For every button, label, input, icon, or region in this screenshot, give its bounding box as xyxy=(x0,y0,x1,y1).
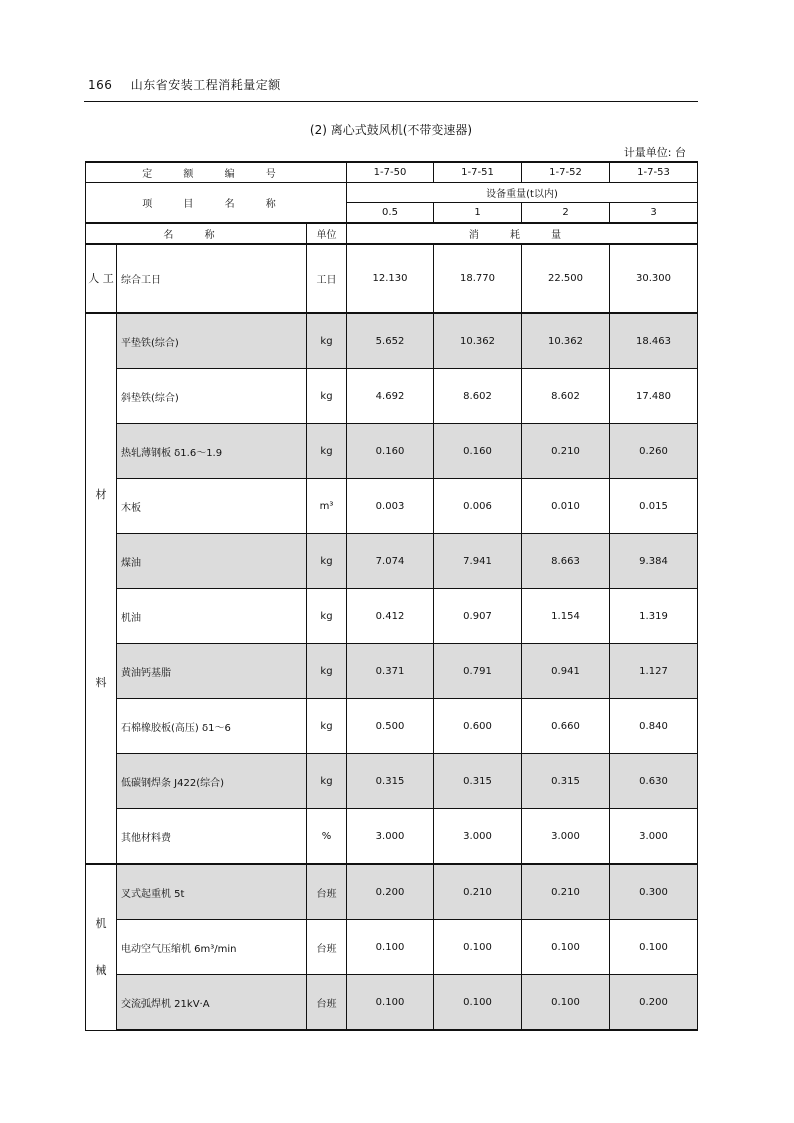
value-cell: 0.412 xyxy=(347,589,434,644)
value-cell: 0.791 xyxy=(434,644,522,699)
resource-unit: kg xyxy=(307,644,347,699)
resource-unit: 工日 xyxy=(307,244,347,313)
table-row xyxy=(86,754,698,809)
header-rule xyxy=(84,101,698,102)
param-value: 2 xyxy=(522,203,610,224)
param-value: 1 xyxy=(434,203,522,224)
value-cell: 0.100 xyxy=(434,975,522,1031)
name-column-label: 名 称 xyxy=(86,223,307,244)
value-cell: 3.000 xyxy=(522,809,610,865)
resource-unit: kg xyxy=(307,589,347,644)
category-material: 材 料 xyxy=(86,313,117,864)
resource-name: 黄油钙基脂 xyxy=(117,644,307,699)
value-cell: 8.663 xyxy=(522,534,610,589)
table-row xyxy=(86,864,698,920)
value-cell: 0.371 xyxy=(347,644,434,699)
value-cell: 0.260 xyxy=(610,424,698,479)
resource-unit: 台班 xyxy=(307,864,347,920)
value-cell: 0.941 xyxy=(522,644,610,699)
quota-code-row xyxy=(86,162,698,183)
table-row xyxy=(86,244,698,313)
value-cell: 0.015 xyxy=(610,479,698,534)
resource-name: 其他材料费 xyxy=(117,809,307,865)
value-cell: 18.463 xyxy=(610,313,698,369)
value-cell: 0.300 xyxy=(610,864,698,920)
resource-unit: kg xyxy=(307,369,347,424)
resource-name: 电动空气压缩机 6m³/min xyxy=(117,920,307,975)
resource-name: 石棉橡胶板(高压) δ1～6 xyxy=(117,699,307,754)
table-row xyxy=(86,644,698,699)
param-value: 3 xyxy=(610,203,698,224)
value-cell: 1.127 xyxy=(610,644,698,699)
page-number: 166 xyxy=(88,78,113,92)
resource-name: 低碳钢焊条 J422(综合) xyxy=(117,754,307,809)
value-cell: 0.100 xyxy=(434,920,522,975)
value-cell: 0.100 xyxy=(347,975,434,1031)
consumption-label: 消 耗 量 xyxy=(347,223,698,244)
unit-note: 计量单位: 台 xyxy=(623,146,686,159)
value-cell: 0.100 xyxy=(347,920,434,975)
value-cell: 0.210 xyxy=(522,424,610,479)
table-row xyxy=(86,534,698,589)
value-cell: 17.480 xyxy=(610,369,698,424)
category-machine: 机 械 xyxy=(86,864,117,1030)
column-header-row xyxy=(86,223,698,244)
value-cell: 3.000 xyxy=(434,809,522,865)
param-value: 0.5 xyxy=(347,203,434,224)
value-cell: 0.907 xyxy=(434,589,522,644)
table-row xyxy=(86,975,698,1031)
param-label: 设备重量(t以内) xyxy=(347,183,698,203)
value-cell: 0.210 xyxy=(434,864,522,920)
value-cell: 30.300 xyxy=(610,244,698,313)
value-cell: 9.384 xyxy=(610,534,698,589)
resource-unit: 台班 xyxy=(307,920,347,975)
value-cell: 0.003 xyxy=(347,479,434,534)
value-cell: 0.200 xyxy=(347,864,434,920)
resource-unit: m³ xyxy=(307,479,347,534)
value-cell: 10.362 xyxy=(434,313,522,369)
value-cell: 18.770 xyxy=(434,244,522,313)
param-header-row xyxy=(86,183,698,203)
resource-name: 叉式起重机 5t xyxy=(117,864,307,920)
value-cell: 0.010 xyxy=(522,479,610,534)
value-cell: 3.000 xyxy=(347,809,434,865)
resource-unit: kg xyxy=(307,534,347,589)
table-row xyxy=(86,369,698,424)
resource-unit: % xyxy=(307,809,347,865)
quota-code: 1-7-53 xyxy=(610,162,698,183)
value-cell: 0.160 xyxy=(434,424,522,479)
table-row xyxy=(86,920,698,975)
resource-unit: kg xyxy=(307,699,347,754)
value-cell: 0.840 xyxy=(610,699,698,754)
value-cell: 1.154 xyxy=(522,589,610,644)
resource-unit: 台班 xyxy=(307,975,347,1031)
value-cell: 8.602 xyxy=(434,369,522,424)
value-cell: 7.074 xyxy=(347,534,434,589)
value-cell: 10.362 xyxy=(522,313,610,369)
value-cell: 0.315 xyxy=(434,754,522,809)
value-cell: 0.500 xyxy=(347,699,434,754)
value-cell: 0.210 xyxy=(522,864,610,920)
value-cell: 0.660 xyxy=(522,699,610,754)
resource-name: 综合工日 xyxy=(117,244,307,313)
value-cell: 0.100 xyxy=(522,920,610,975)
value-cell: 0.160 xyxy=(347,424,434,479)
quota-code: 1-7-50 xyxy=(347,162,434,183)
quota-code-label: 定 额 编 号 xyxy=(86,162,347,183)
value-cell: 7.941 xyxy=(434,534,522,589)
value-cell: 3.000 xyxy=(610,809,698,865)
resource-unit: kg xyxy=(307,424,347,479)
quota-code: 1-7-51 xyxy=(434,162,522,183)
value-cell: 22.500 xyxy=(522,244,610,313)
value-cell: 12.130 xyxy=(347,244,434,313)
category-labor: 人 工 xyxy=(86,244,117,313)
value-cell: 0.315 xyxy=(522,754,610,809)
page-header xyxy=(88,76,698,93)
resource-name: 机油 xyxy=(117,589,307,644)
resource-name: 斜垫铁(综合) xyxy=(117,369,307,424)
resource-name: 热轧薄钢板 δ1.6～1.9 xyxy=(117,424,307,479)
unit-column-label: 单位 xyxy=(307,223,347,244)
value-cell: 5.652 xyxy=(347,313,434,369)
value-cell: 8.602 xyxy=(522,369,610,424)
book-title: 山东省安装工程消耗量定额 xyxy=(130,78,281,92)
quota-code: 1-7-52 xyxy=(522,162,610,183)
value-cell: 0.600 xyxy=(434,699,522,754)
value-cell: 0.006 xyxy=(434,479,522,534)
value-cell: 1.319 xyxy=(610,589,698,644)
value-cell: 0.100 xyxy=(610,920,698,975)
resource-name: 木板 xyxy=(117,479,307,534)
table-row xyxy=(86,699,698,754)
section-title: (2) 离心式鼓风机(不带变速器) xyxy=(309,123,473,137)
table-row xyxy=(86,809,698,865)
value-cell: 0.100 xyxy=(522,975,610,1031)
table-row xyxy=(86,424,698,479)
quota-table xyxy=(85,161,698,1031)
value-cell: 4.692 xyxy=(347,369,434,424)
table-row xyxy=(86,479,698,534)
resource-name: 平垫铁(综合) xyxy=(117,313,307,369)
table-row xyxy=(86,589,698,644)
value-cell: 0.630 xyxy=(610,754,698,809)
resource-unit: kg xyxy=(307,754,347,809)
item-name-label: 项 目 名 称 xyxy=(86,183,347,224)
table-row xyxy=(86,313,698,369)
resource-unit: kg xyxy=(307,313,347,369)
resource-name: 交流弧焊机 21kV·A xyxy=(117,975,307,1031)
resource-name: 煤油 xyxy=(117,534,307,589)
value-cell: 0.200 xyxy=(610,975,698,1031)
value-cell: 0.315 xyxy=(347,754,434,809)
